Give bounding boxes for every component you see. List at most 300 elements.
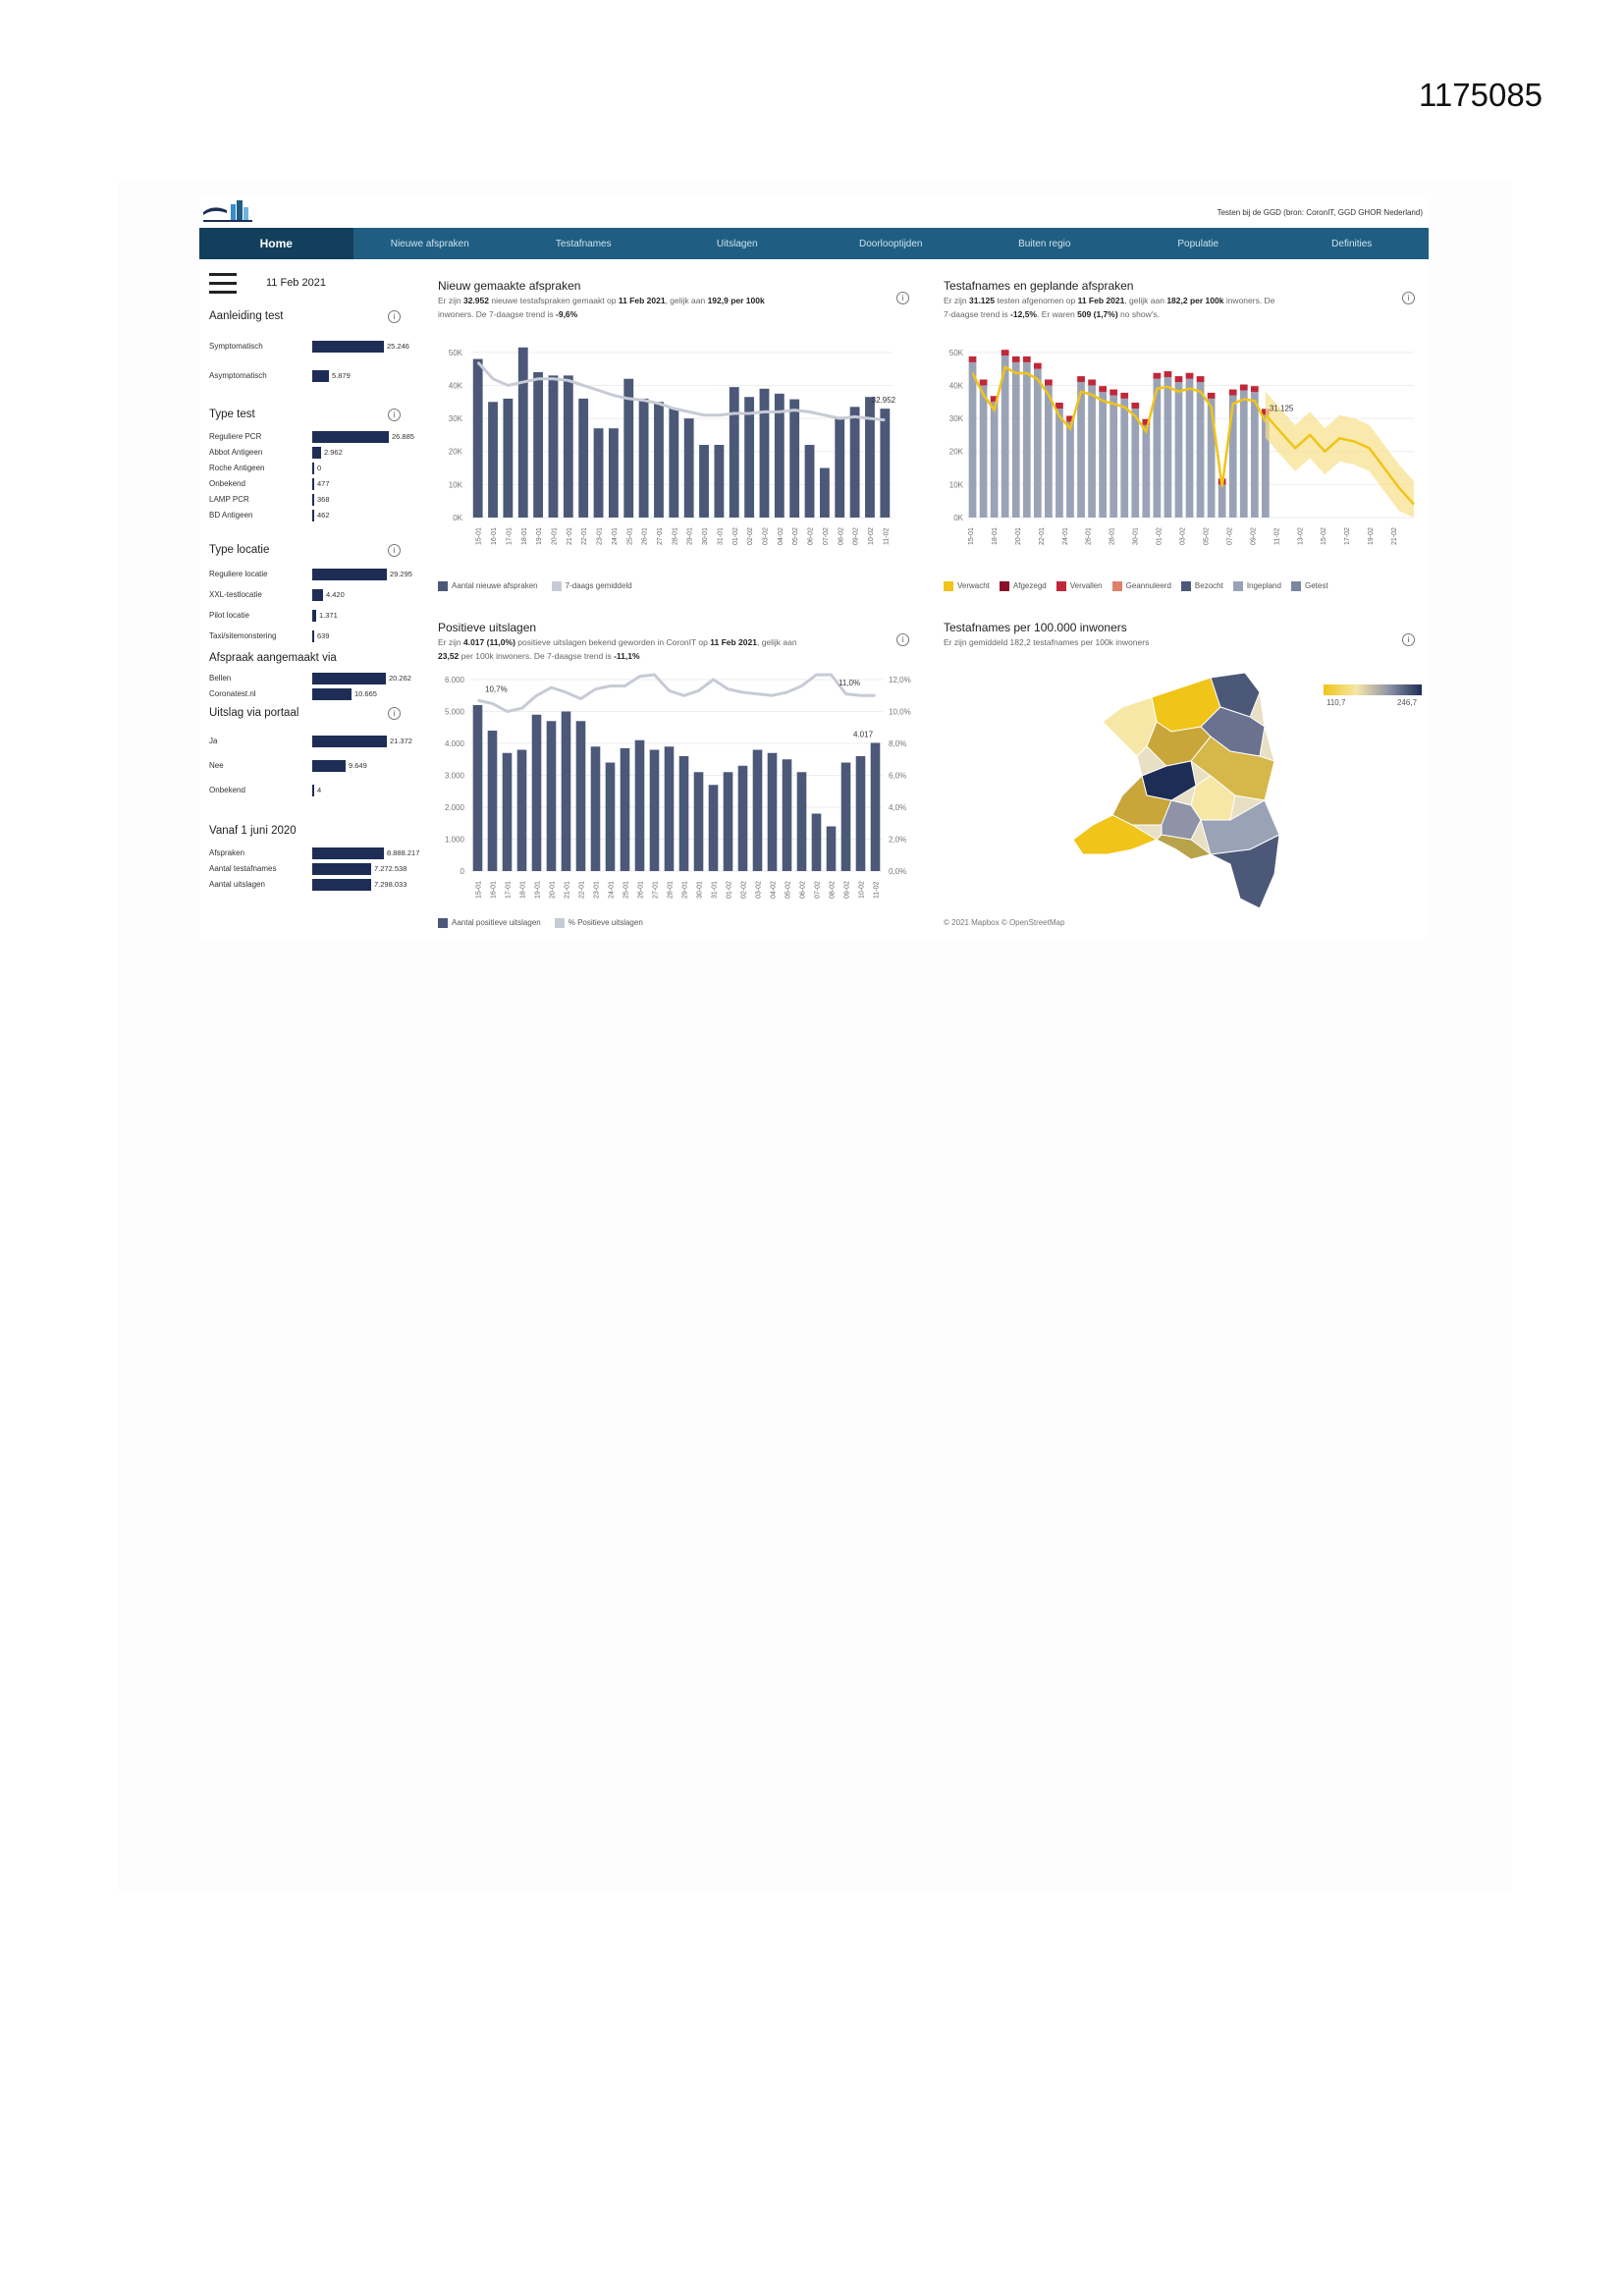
bar [1034,369,1042,518]
bar [841,763,851,872]
y2-tick-label: 12,0% [889,676,911,684]
x-tick-label: 21-01 [566,527,573,545]
bar-label: Pilot locatie [209,611,249,620]
x-tick-label: 18-01 [520,527,528,545]
sidebar-bar-row [209,735,415,748]
bar-value: 5.879 [332,371,351,380]
bar-cap [1001,350,1009,355]
y-tick-label: 30K [448,414,462,424]
y-tick-label: 50K [948,348,963,357]
bar [1208,399,1216,518]
bar [654,402,664,518]
uitslag-portaal-info-icon[interactable]: i [388,707,401,720]
x-tick-label: 20-01 [549,881,557,899]
bar [1088,385,1096,518]
y-tick-label: 0K [953,514,963,522]
data-label: 11,0% [839,678,861,687]
x-tick-label: 07-02 [822,527,830,545]
bar-label: Aantal uitslagen [209,880,265,889]
bar [473,705,483,871]
bar [1012,362,1020,518]
bar-label: Roche Antigeen [209,464,265,472]
x-tick-label: 22-01 [578,881,586,899]
bar-value: 462 [317,511,330,519]
bar [730,387,739,518]
bar [835,416,844,518]
menu-icon[interactable] [209,273,237,295]
bar [783,759,792,871]
nav-item-buiten-regio[interactable]: Buiten regio [1018,238,1071,249]
x-tick-label: 30-01 [1132,527,1140,545]
x-tick-label: 28-01 [667,881,675,899]
x-tick-label: 18-01 [991,527,999,545]
x-tick-label: 15-01 [968,527,975,545]
bar-fill [312,760,346,772]
bar-cap [1197,376,1205,382]
x-tick-label: 24-01 [608,881,616,899]
bar [1120,399,1128,518]
bar [1099,392,1107,518]
x-tick-label: 22-01 [581,527,589,545]
x-tick-label: 15-01 [475,527,483,545]
bar-label: Abbot Antigeen [209,448,263,457]
bar-fill [312,847,384,859]
sidebar-bar-row [209,369,415,383]
bar-value: 0 [317,464,322,472]
bar-cap [1154,373,1162,379]
x-tick-label: 05-02 [785,881,792,899]
main-nav [199,228,1429,259]
sidebar-bar-row [209,878,415,892]
bar-label: Aantal testafnames [209,864,277,873]
bar-fill [312,688,352,700]
bar-value: 1.371 [319,611,338,620]
bar [1142,425,1150,518]
y2-tick-label: 0,0% [889,867,907,876]
bar-label: Symptomatisch [209,342,263,351]
bar-cap [1120,393,1128,399]
uitslagen-legend: Aantal positieve uitslagen % Positieve uitslagen [438,918,643,928]
bar-value: 639 [317,631,330,640]
bar-fill [312,673,386,684]
bar [621,748,630,871]
bar-fill [312,610,316,622]
bar [1218,484,1226,518]
bar [714,445,724,518]
y-tick-label: 20K [948,447,963,457]
x-tick-label: 19-01 [536,527,544,545]
legend-label: Verwacht [957,581,990,591]
bar-label: Ja [209,737,218,745]
x-tick-label: 10-02 [858,881,866,899]
bar [699,445,709,518]
bar [532,715,542,871]
bar-fill [312,863,371,875]
kaart-info-icon[interactable]: i [1402,633,1415,646]
bar-value: 29.295 [390,570,412,578]
percent-line [478,675,876,711]
y-tick-label: 3.000 [444,771,464,781]
legend-entry [1181,581,1223,591]
x-tick-label: 23-01 [593,881,601,899]
x-tick-label: 25-01 [623,881,630,899]
bar [1131,409,1139,518]
sidebar-bar-row [209,509,415,522]
type-locatie-info-icon[interactable]: i [388,544,401,557]
bar-cap [1012,356,1020,362]
bar-cap [1240,385,1248,391]
bar [812,814,822,872]
x-tick-label: 23-01 [596,527,604,545]
bar [856,756,866,871]
kaart-color-legend [1324,684,1422,695]
sidebar-bar-row [209,609,415,623]
bar-fill [312,879,371,891]
sidebar-bar-row [209,430,415,444]
sidebar-bar-row [209,629,415,643]
x-tick-label: 03-02 [762,527,770,545]
x-tick-label: 11-02 [1273,527,1281,545]
nav-item-testafnames[interactable]: Testafnames [555,238,612,249]
sidebar-bar-row [209,687,415,701]
y-tick-label: 10K [948,480,963,490]
bar-cap [1175,376,1183,382]
x-tick-label: 17-01 [505,881,513,899]
bar [488,402,498,518]
kaart-title: Testafnames per 100.000 inwoners [944,621,1127,634]
bar-fill [312,589,323,601]
uitslagen-subtitle: Er zijn 4.017 (11,0%) positieve uitslagen bekend geworden in CoronIT op 11 Feb 2021, gelijk aan 23,52 per 100k inwoners. De 7-daagse trend is -11,1% [438,637,797,661]
bar [473,359,483,518]
y-tick-label: 10K [448,480,462,490]
bar-label: Bellen [209,674,232,683]
bar [517,750,527,872]
bar-label: Onbekend [209,786,245,794]
bar [635,740,645,871]
bar [533,372,543,518]
x-tick-label: 31-01 [711,881,719,899]
bar-label: Taxi/sitemonstering [209,631,277,640]
bar [1066,421,1074,518]
nav-item-populatie[interactable]: Populatie [1177,238,1219,249]
bar [1056,409,1063,518]
bar [850,407,860,518]
sidebar-bar-row [209,493,415,507]
dashboard [199,196,1429,938]
bar [578,399,588,518]
afspraken-title: Nieuw gemaakte afspraken [438,279,581,293]
nav-item-definities[interactable]: Definities [1331,238,1373,249]
x-tick-label: 25-01 [626,527,634,545]
x-tick-label: 29-01 [686,527,694,545]
bar-cap [1023,356,1031,362]
sidebar-bar-row [209,847,420,860]
kaart-legend-max: 246,7 [1397,698,1418,707]
y2-tick-label: 4,0% [889,803,907,812]
bar-cap [1164,371,1172,377]
vanaf-title: Vanaf 1 juni 2020 [209,825,297,837]
bar-fill [312,341,384,353]
bar [768,753,778,871]
bar [789,400,799,518]
y-tick-label: 0 [460,867,464,876]
x-tick-label: 16-01 [491,527,499,545]
data-label: 32.952 [871,396,896,405]
x-tick-label: 07-02 [1226,527,1234,545]
bar-cap [980,379,988,385]
bar-fill [312,510,314,521]
afspraak-via-title: Afspraak aangemaakt via [209,652,337,664]
bar-cap [1077,376,1085,382]
nav-item-uitslagen[interactable]: Uitslagen [716,238,758,249]
bar-value: 26.885 [392,432,414,441]
x-tick-label: 09-02 [843,881,851,899]
afspraken-legend: Aantal nieuwe afspraken 7-daags gemiddeld [438,581,632,591]
x-tick-label: 09-02 [1250,527,1258,545]
x-tick-label: 07-02 [814,881,822,899]
bar [797,772,807,871]
bar-cap [1034,363,1042,369]
document-number: 1175085 [1419,77,1543,113]
bar [562,712,571,872]
legend-entry [1233,581,1281,591]
y-tick-label: 0K [453,514,462,522]
y2-tick-label: 10,0% [889,707,911,717]
bar [564,375,573,518]
bar-label: Coronatest.nl [209,689,256,698]
bar-fill [312,447,321,459]
bar [1110,396,1117,518]
x-tick-label: 19-01 [534,881,542,899]
legend-entry [944,581,990,591]
bar [684,418,694,518]
x-tick-label: 03-02 [755,881,763,899]
bar-value: 7.272.538 [374,864,407,873]
x-tick-label: 27-01 [656,527,664,545]
y-tick-label: 30K [948,414,963,424]
bar [1045,385,1053,518]
sidebar-bar-row [209,568,415,581]
x-tick-label: 05-02 [1203,527,1211,545]
bar-cap [1131,403,1139,409]
y-tick-label: 4.000 [444,739,464,748]
sidebar [199,259,420,938]
x-tick-label: 31-01 [717,527,725,545]
sidebar-bar-row [209,340,415,354]
bar-value: 4 [317,786,322,794]
x-tick-label: 15-01 [475,881,483,899]
x-tick-label: 30-01 [696,881,704,899]
x-tick-label: 06-02 [807,527,815,545]
bar [880,409,890,518]
data-label: 4.017 [853,730,874,739]
data-label: 31.125 [1269,404,1294,413]
x-tick-label: 16-01 [490,881,498,899]
sidebar-bar-row [209,588,415,602]
x-tick-label: 20-01 [551,527,559,545]
x-tick-label: 11-02 [873,881,881,899]
bar-fill [312,630,314,642]
legend-label: Afgezegd [1012,581,1047,591]
y-tick-label: 40K [448,381,462,391]
legend-entry [1056,581,1103,591]
afspraken-info-icon[interactable]: i [896,292,909,304]
uitslagen-chart [431,668,912,931]
nav-item-doorlooptijden[interactable]: Doorlooptijden [859,238,923,249]
bar [639,399,649,518]
bar [1251,392,1259,518]
bar [606,763,616,872]
y-tick-label: 40K [948,381,963,391]
top-bar [199,196,1429,226]
bar-fill [312,478,314,490]
y2-tick-label: 6,0% [889,771,907,781]
bar [760,389,770,518]
x-tick-label: 21-01 [564,881,571,899]
bar [1164,377,1172,518]
sidebar-bar-row [209,672,415,685]
bar-cap [1110,390,1117,396]
kaart-legend-min: 110,7 [1326,698,1346,707]
afspraken-chart [431,326,912,581]
bar [820,468,830,518]
bar-cap [1099,386,1107,392]
x-tick-label: 17-01 [506,527,514,545]
legend-label: Bezocht [1194,581,1223,591]
x-tick-label: 02-02 [747,527,755,545]
x-tick-label: 03-02 [1179,527,1187,545]
legend-label: Ingepland [1246,581,1281,591]
bar-cap [1045,379,1053,385]
legend-entry [1000,581,1047,591]
sidebar-bar-row [209,759,415,773]
bar [1229,396,1237,518]
x-tick-label: 08-02 [838,527,845,545]
testafnames-info-icon[interactable]: i [1402,292,1415,304]
sidebar-bar-row [209,784,415,797]
bar-value: 4.420 [326,590,345,599]
bar-cap [1186,373,1194,379]
x-tick-label: 26-01 [1085,527,1093,545]
kaart-subtitle: Er zijn gemiddeld 182,2 testafnames per 100k inwoners [944,637,1150,647]
bar-label: XXL-testlocatie [209,590,262,599]
x-tick-label: 06-02 [799,881,807,899]
x-tick-label: 04-02 [770,881,778,899]
bar-label: Asymptomatisch [209,371,267,380]
bar-cap [1088,379,1096,385]
y-tick-label: 20K [448,447,462,457]
bar [724,772,733,871]
x-tick-label: 15-02 [1321,527,1328,545]
source-label: Testen bij de GGD (bron: CoronIT, GGD GHOR Nederland) [1217,208,1423,217]
x-tick-label: 01-02 [1156,527,1164,545]
x-tick-label: 02-02 [740,881,748,899]
bar [665,746,675,871]
bar-value: 10.665 [354,689,377,698]
bar [1197,382,1205,518]
bar [1240,391,1248,519]
type-locatie-title: Type locatie [209,544,270,556]
bar [591,746,601,871]
uitslagen-info-icon[interactable]: i [896,633,909,646]
nav-item-home[interactable]: Home [199,228,353,259]
bar-value: 20.262 [389,674,411,683]
x-tick-label: 21-02 [1391,527,1399,545]
x-tick-label: 19-02 [1368,527,1376,545]
sidebar-bar-row [209,477,415,491]
bar-value: 477 [317,479,330,488]
x-tick-label: 09-02 [852,527,860,545]
bar [518,348,528,518]
bar [980,385,988,518]
x-tick-label: 01-02 [726,881,733,899]
bar [865,397,875,518]
aanleiding-info-icon[interactable]: i [388,310,401,323]
bar-fill [312,431,389,443]
bar [709,785,719,871]
bar [1023,362,1031,518]
bar-label: LAMP PCR [209,495,249,504]
testafnames-chart [938,324,1429,581]
type-test-info-icon[interactable]: i [388,409,401,421]
bar-value: 2.962 [324,448,343,457]
legend-entry [1291,581,1328,591]
y-tick-label: 2.000 [444,803,464,812]
x-tick-label: 26-01 [637,881,645,899]
x-tick-label: 28-01 [1109,527,1116,545]
bar [549,375,559,518]
bar-label: Reguliere locatie [209,570,268,578]
netherlands-map[interactable] [1063,668,1319,918]
afspraken-subtitle: Er zijn 32.952 nieuwe testafspraken gemaakt op 11 Feb 2021, gelijk aan 192,9 per 100k inwoners. De 7-daagse trend is -9,6% [438,296,765,319]
bar [1186,379,1194,518]
x-tick-label: 01-02 [731,527,739,545]
y-tick-label: 5.000 [444,707,464,717]
ggd-logo-icon [201,198,256,224]
bar [650,750,660,872]
x-tick-label: 05-02 [792,527,800,545]
bar-value: 9.649 [349,761,367,770]
x-tick-label: 30-01 [702,527,710,545]
bar [753,750,763,872]
map-credit: © 2021 Mapbox © OpenStreetMap [944,918,1065,927]
y2-tick-label: 8,0% [889,739,907,748]
legend-label: Geannuleerd [1125,581,1171,591]
x-tick-label: 10-02 [867,527,875,545]
x-tick-label: 29-01 [681,881,689,899]
bar-cap [1251,386,1259,392]
x-tick-label: 04-02 [777,527,785,545]
bar-value: 7.298.033 [374,880,407,889]
bar [594,428,604,518]
nav-item-nieuwe-afspraken[interactable]: Nieuwe afspraken [390,238,469,249]
x-tick-label: 13-02 [1297,527,1305,545]
sidebar-bar-row [209,462,415,475]
aanleiding-title: Aanleiding test [209,310,284,322]
bar-fill [312,494,314,506]
x-tick-label: 11-02 [883,527,891,545]
bar-value: 25.246 [387,342,409,351]
sidebar-bar-row [209,446,415,460]
x-tick-label: 18-01 [519,881,527,899]
bar-value: 21.372 [390,737,412,745]
bar-label: BD Antigeen [209,511,253,519]
bar-cap [1229,390,1237,396]
bar [1175,382,1183,518]
bar [991,402,999,518]
x-tick-label: 20-01 [1014,527,1022,545]
bar [488,731,498,871]
